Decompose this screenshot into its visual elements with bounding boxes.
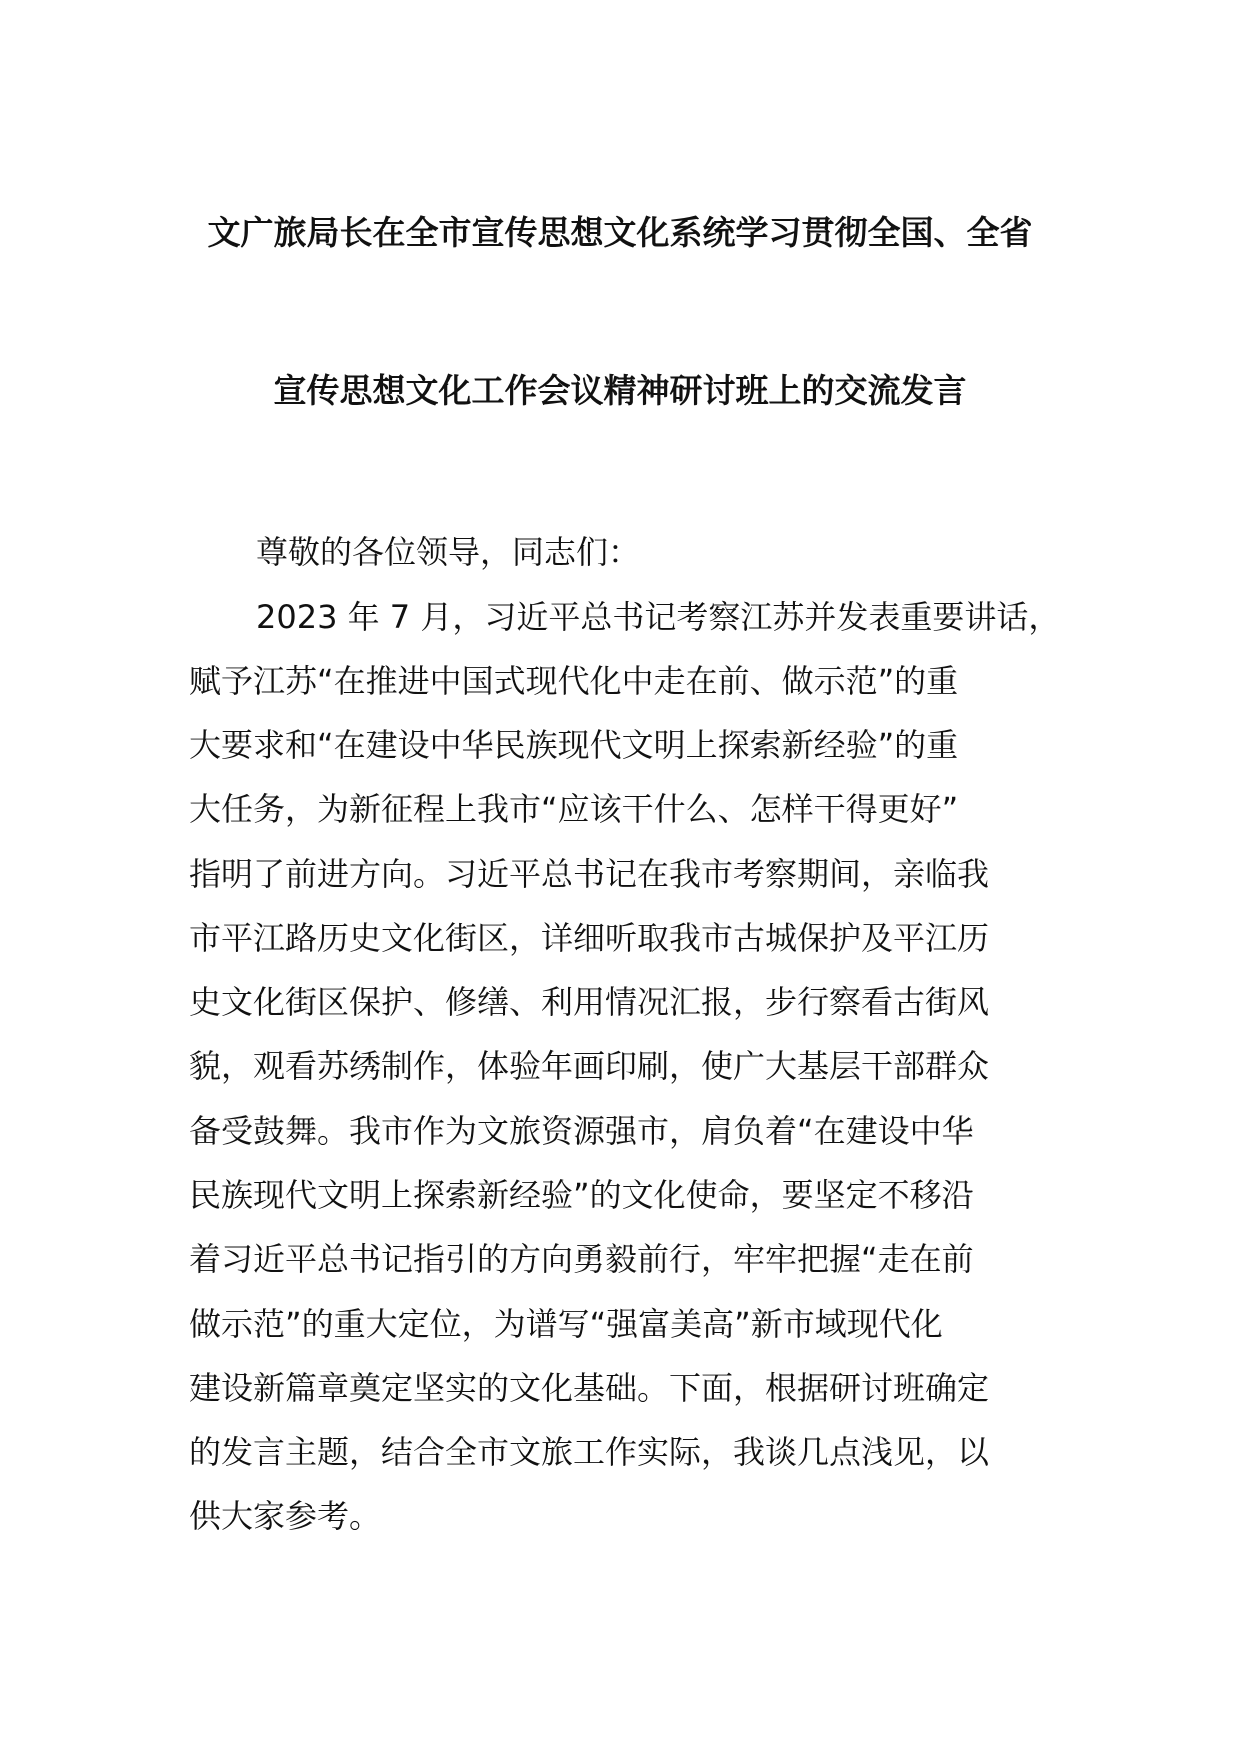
- paragraph-line: 史文化街区保护、修缮、利用情况汇报，步行察看古街风: [189, 983, 990, 1021]
- paragraph-line: 大要求和“在建设中华民族现代文明上探索新经验”的重: [189, 726, 959, 764]
- paragraph-line: 着习近平总书记指引的方向勇毅前行，牢牢把握“走在前: [189, 1240, 974, 1278]
- paragraph-line: 指明了前进方向。习近平总书记在我市考察期间，亲临我: [189, 855, 990, 893]
- salutation: 尊敬的各位领导，同志们：: [256, 533, 641, 571]
- paragraph-line: 2023 年 7 月，习近平总书记考察江苏并发表重要讲话，: [256, 598, 1061, 636]
- paragraph-line: 备受鼓舞。我市作为文旅资源强市，肩负着“在建设中华: [189, 1112, 974, 1150]
- paragraph-line: 供大家参考。: [189, 1497, 382, 1535]
- paragraph-line: 市平江路历史文化街区，详细听取我市古城保护及平江历: [189, 919, 990, 957]
- paragraph-line: 做示范”的重大定位，为谱写“强富美高”新市域现代化: [189, 1305, 943, 1343]
- document-title-line-2: 宣传思想文化工作会议精神研讨班上的交流发言: [273, 371, 967, 410]
- paragraph-line: 的发言主题，结合全市文旅工作实际，我谈几点浅见，以: [189, 1433, 990, 1471]
- document-title-line-1: 文广旅局长在全市宣传思想文化系统学习贯彻全国、全省: [207, 213, 1033, 252]
- paragraph-line: 貌，观看苏绣制作，体验年画印刷，使广大基层干部群众: [189, 1047, 990, 1085]
- paragraph-line: 赋予江苏“在推进中国式现代化中走在前、做示范”的重: [189, 662, 959, 700]
- paragraph-line: 大任务，为新征程上我市“应该干什么、怎样干得更好”: [189, 790, 959, 828]
- paragraph-line: 民族现代文明上探索新经验”的文化使命，要坚定不移沿: [189, 1176, 974, 1214]
- paragraph-line: 建设新篇章奠定坚实的文化基础。下面，根据研讨班确定: [189, 1369, 990, 1407]
